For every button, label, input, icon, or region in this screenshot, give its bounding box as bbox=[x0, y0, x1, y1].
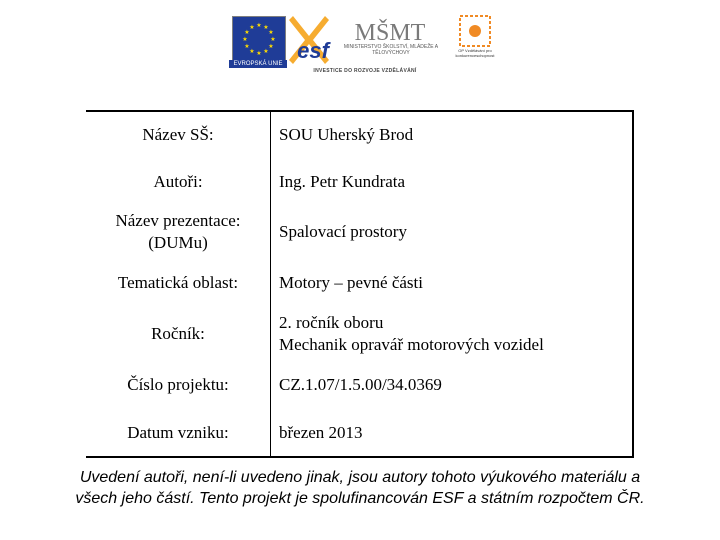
esf-text: esf bbox=[297, 38, 329, 63]
svg-text:★: ★ bbox=[244, 29, 250, 36]
row-value-presentation: Spalovací prostory bbox=[271, 205, 634, 259]
svg-text:★: ★ bbox=[270, 36, 276, 43]
table-row bbox=[86, 259, 633, 306]
svg-text:★: ★ bbox=[256, 22, 262, 29]
footer-line-1: Uvedení autoři, není-li uvedeno jinak, jsou autory tohoto výukového materiálu a bbox=[79, 469, 641, 486]
row-value-year bbox=[271, 306, 634, 361]
op-caption: OP Vzdělávání pro konkurenceschopnost bbox=[455, 48, 495, 58]
row-label-presentation-line2: (DUMu) bbox=[148, 233, 208, 252]
footer-line-2: všech jeho částí. Tento projekt je spolufinancován ESF a státním rozpočtem ČR. bbox=[75, 490, 645, 507]
op-vk-logo bbox=[452, 14, 498, 52]
svg-text:★: ★ bbox=[256, 50, 262, 57]
footer-note bbox=[20, 467, 700, 509]
svg-text:★: ★ bbox=[242, 36, 248, 43]
logo-banner bbox=[0, 0, 720, 80]
row-label-authors: Autoři: bbox=[153, 171, 203, 191]
row-value-authors: Ing. Petr Kundrata bbox=[271, 158, 634, 205]
svg-text:★: ★ bbox=[263, 48, 269, 55]
table-row bbox=[86, 205, 633, 259]
eu-flag-logo bbox=[232, 16, 286, 64]
row-label-school: Název SŠ: bbox=[142, 125, 214, 144]
table-row bbox=[86, 306, 633, 361]
svg-text:★: ★ bbox=[268, 43, 274, 50]
msmt-caption: MINISTERSTVO ŠKOLSTVÍ, MLÁDEŽE A TĚLOVÝCHOVY bbox=[343, 44, 439, 56]
msmt-mark: MŠMT bbox=[354, 20, 426, 46]
row-value-date: březen 2013 bbox=[271, 409, 634, 457]
row-label-year: Ročník: bbox=[151, 323, 205, 343]
table-row bbox=[86, 361, 633, 409]
row-value-year-line2: Mechanik opravář motorových vozidel bbox=[279, 334, 544, 354]
info-table bbox=[86, 110, 634, 458]
svg-text:★: ★ bbox=[268, 29, 274, 36]
row-value-topic: Motory – pevné části bbox=[271, 259, 634, 306]
row-label-project-number: Číslo projektu: bbox=[127, 375, 229, 394]
row-label-presentation-line1: Název prezentace: bbox=[115, 211, 241, 230]
svg-text:★: ★ bbox=[249, 24, 255, 31]
esf-logo bbox=[285, 14, 341, 64]
row-value-school: SOU Uherský Brod bbox=[271, 111, 634, 158]
eu-caption: EVROPSKÁ UNIE bbox=[229, 60, 287, 68]
row-label-presentation bbox=[86, 205, 271, 259]
svg-text:★: ★ bbox=[249, 48, 255, 55]
table-row bbox=[86, 158, 633, 205]
table-row bbox=[86, 409, 633, 457]
table-row bbox=[86, 111, 633, 158]
svg-text:★: ★ bbox=[244, 43, 250, 50]
row-value-year-line1: 2. ročník oboru bbox=[279, 312, 384, 332]
investment-tagline: INVESTICE DO ROZVOJE VZDĚLÁVÁNÍ bbox=[313, 68, 417, 74]
svg-text:★: ★ bbox=[263, 24, 269, 31]
row-value-project-number: CZ.1.07/1.5.00/34.0369 bbox=[271, 361, 634, 409]
row-label-topic: Tematická oblast: bbox=[117, 272, 239, 292]
row-label-date: Datum vzniku: bbox=[127, 422, 229, 442]
